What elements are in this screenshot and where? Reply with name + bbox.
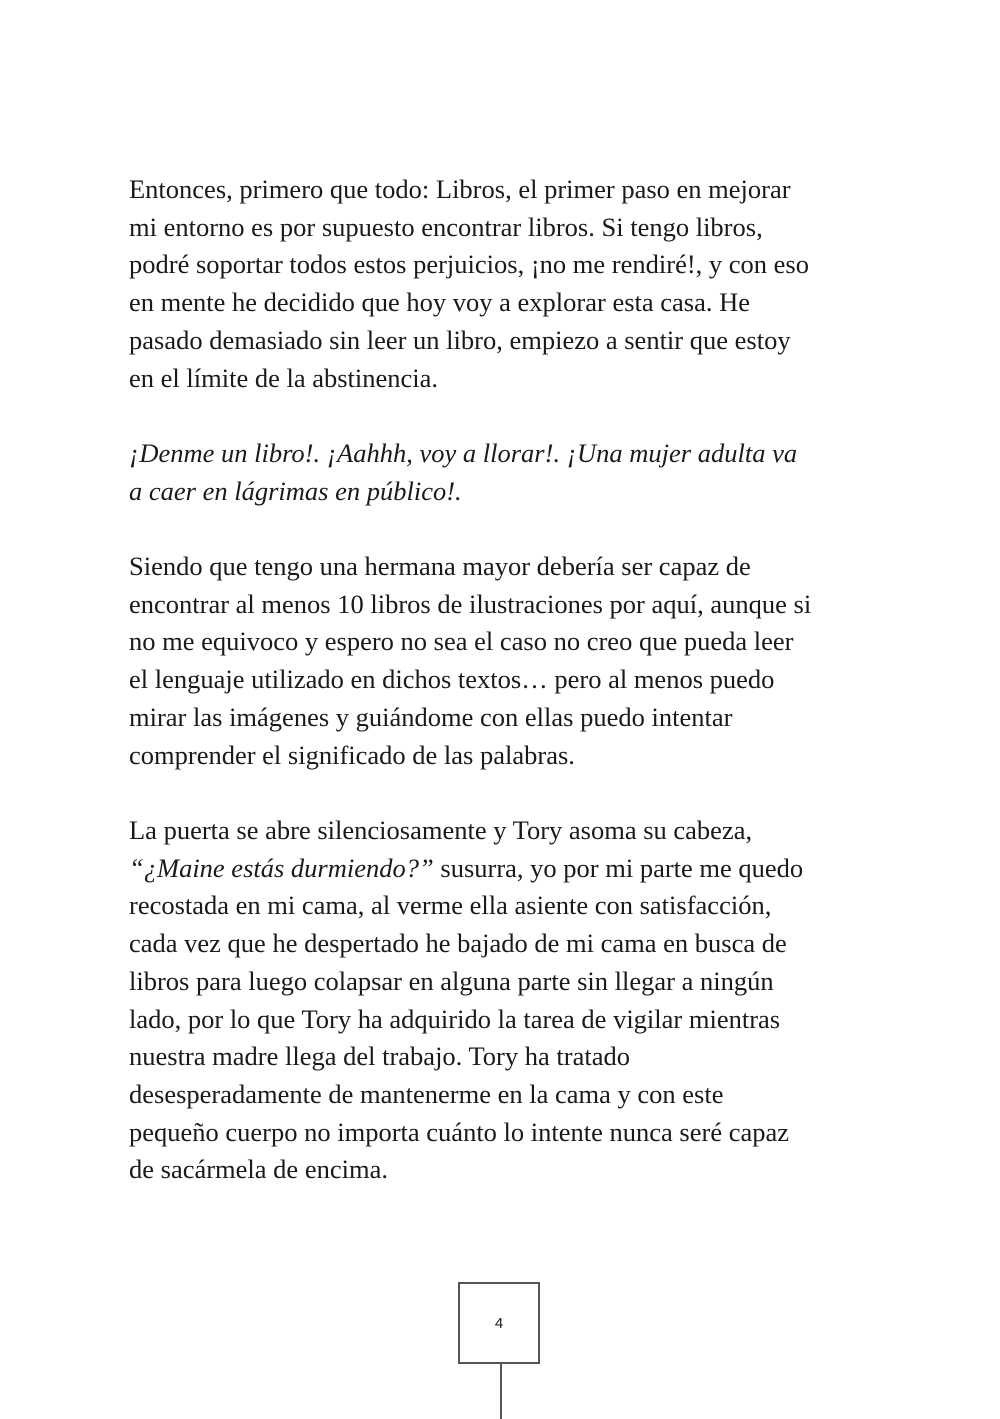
text-line: mi entorno es por supuesto encontrar libros. Si tengo libros, [129,211,763,242]
text-line: recostada en mi cama, al verme ella asiente con satisfacción, [129,890,772,921]
text-line: Siendo que tengo una hermana mayor debería ser capaz de [129,551,751,581]
text-line: encontrar al menos 10 libros de ilustraciones por aquí, aunque si [129,588,812,619]
text-line: el lenguaje utilizado en dichos textos… pero al menos puedo [129,664,775,695]
text-line: mirar las imágenes y guiándome con ellas puedo intentar [129,701,733,732]
dialogue-quote: “¿Maine estás durmiendo?” [129,852,434,883]
text-line-rest: susurra, yo por mi parte me quedo [433,852,804,883]
paragraph-hermana [129,548,874,774]
text-line: pequeño cuerpo no importa cuánto lo intente nunca seré capaz [129,1116,790,1147]
text-line: desesperadamente de mantenerme en la cama y con este [129,1078,724,1109]
paragraph-tory [129,812,874,1189]
text-line: La puerta se abre silenciosamente y Tory asoma su cabeza, [129,815,753,845]
text-line: no me equivoco y espero no sea el caso no creo que pueda leer [129,626,794,657]
text-line: de sacármela de encima. [129,1154,388,1185]
paragraph-exclamation [129,435,874,510]
text-line: podré soportar todos estos perjuicios, ¡no me rendiré!, y con eso [129,249,809,280]
page-number-stem-divider [500,1364,502,1419]
text-line: ¡Denme un libro!. ¡Aahhh, voy a llorar!. ¡Una mujer adulta va [129,438,798,468]
text-line: lado, por lo que Tory ha adquirido la tarea de vigilar mientras [129,1003,781,1034]
text-line: a caer en lágrimas en público!. [129,475,462,506]
text-line: en mente he decidido que hoy voy a explorar esta casa. He [129,287,751,318]
text-line: Entonces, primero que todo: Libros, el primer paso en mejorar [129,174,791,204]
text-line-mixed [129,850,874,888]
text-line: comprender el significado de las palabras. [129,739,575,770]
text-line: en el límite de la abstinencia. [129,362,439,393]
page-number: 4 [494,1314,504,1332]
paragraph-libros [129,171,874,397]
text-line: cada vez que he despertado he bajado de mi cama en busca de [129,928,787,959]
text-line: nuestra madre llega del trabajo. Tory ha tratado [129,1041,630,1072]
page-number-box [458,1282,540,1364]
text-line: pasado demasiado sin leer un libro, empiezo a sentir que estoy [129,324,791,355]
text-line: libros para luego colapsar en alguna parte sin llegar a ningún [129,965,774,996]
